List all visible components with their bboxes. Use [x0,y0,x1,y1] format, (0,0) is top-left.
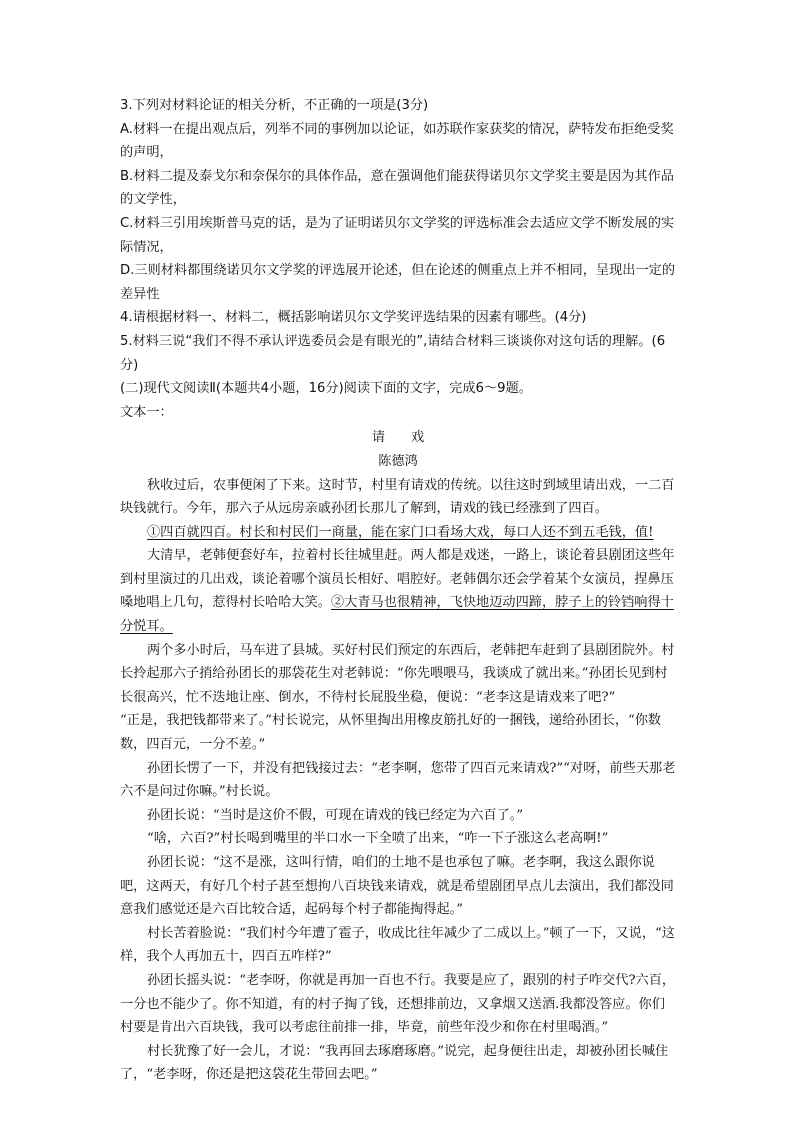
paragraph-2-underlined: ①四百就四百。村长和村民们一商量，能在家门口看场大戏，每口人还不到五毛钱，值! [147,524,654,540]
paragraph-8: “啥，六百?”村长喝到嘴里的半口水一下全喷了出来，“咋一下子涨这么老高啊!” [147,831,609,847]
paragraph-3-text: 大清早，老韩便套好车，拉着村长往城里赶。两人都是戏迷，一路上，谈论着县剧团这些年到村里演过的几出戏，谈论着哪个演员长相好、唱腔好。老韩偶尔还会学着某个女演员，捏鼻压嗓地唱上几句，惹得村长哈哈大笑。 [120,548,675,611]
story-author: 陈德鸿 [378,453,418,469]
option-b: B.材料二提及泰戈尔和奈保尔的具体作品，意在强调他们能获得诺贝尔文学奖主要是因为其作品的文学性， [120,168,674,208]
option-d: D.三则材料都围绕诺贝尔文学奖的评选展开论述，但在论述的侧重点上并不相同，呈现出一定的差异性 [120,263,676,302]
question-4: 4.请根据材料一、材料二，概括影响诺贝尔文学奖评选结果的因素有哪些。(4分) [120,310,587,326]
paragraph-4: 两个多小时后，马车进了县城。买好村民们预定的东西后，老韩把车赶到了县剧团院外。村长拎起那六子捎给孙团长的那袋花生对老韩说：“你先喂喂马，我谈成了就出来。”孙团长见到村长很高兴，忙不迭地让座、倒水，不待村长屁股坐稳，便说：“老李这是请戏来了吧?” [120,642,675,705]
question-5: 5.材料三说“我们不得不承认评选委员会是有眼光的”,请结合材料三谈谈你对这句话的理解。(6分) [120,333,666,373]
text-label: 文本一： [120,404,173,420]
document-page [120,94,676,1087]
paragraph-3 [120,544,676,638]
paragraph-5: “正是，我把钱都带来了。”村长说完，从怀里掏出用橡皮筋扎好的一捆钱，递给孙团长，“你数数，四百元，一分不差。” [120,713,662,753]
paragraph-7: 孙团长说：“当时是这价不假，可现在请戏的钱已经定为六百了。” [147,807,524,823]
paragraph-12: 村长犹豫了好一会儿，才说：“我再回去琢磨琢磨。”说完，起身便往出走，却被孙团长喊住了，“老李呀，你还是把这袋花生带回去吧。” [120,1043,669,1083]
section-heading: (二)现代文阅读Ⅱ(本题共4小题，16分)阅读下面的文字，完成6～9题。 [120,381,532,397]
question-3-stem: 3.下列对材料论证的相关分析，不正确的一项是(3分) [120,98,429,113]
paragraph-1: 秋收过后，农事便闲了下来。这时节，村里有请戏的传统。以往这时到域里请出戏，一二百块钱就行。今年，那六子从远房亲戚孙团长那儿了解到，请戏的钱已经涨到了四百。 [120,477,675,517]
option-c: C.材料三引用埃斯普马克的话，是为了证明诺贝尔文学奖的评选标准会去适应文学不断发展的实际情况， [120,215,675,255]
option-a: A.材料一在提出观点后，列举不同的事例加以论证，如苏联作家获奖的情况，萨特发布拒绝受奖的声明， [120,121,674,161]
paragraph-3-underlined: ②大青马也很精神，飞快地迈动四蹄，脖子上的铃铛响得十分悦耳。 [120,595,674,635]
paragraph-10: 村长苦着脸说：“我们村今年遭了雹子，收成比往年减少了二成以上。”顿了一下，又说，“这样，我个人再加五十，四百五咋样?” [120,925,675,965]
paragraph-11: 孙团长摇头说：“老李呀，你就是再加一百也不行。我要是应了，跟别的村子咋交代?六百，一分也不能少了。你不知道，有的村子掏了钱，还想排前边，又拿烟又送酒.我都没答应。你们村要是肯出六百块钱，我可以考虑往前排一排，毕竟，前些年没少和你在村里喝酒。” [120,972,676,1036]
story-title: 请戏 [371,430,451,446]
paragraph-6: 孙团长愣了一下，并没有把钱接过去：“老李啊，您带了四百元来请戏?”“对呀，前些天那老六不是问过你嘛。”村长说。 [120,760,676,800]
paragraph-9: 孙团长说：“这不是涨，这叫行情，咱们的土地不是也承包了嘛。老李啊，我这么跟你说吧，这两天，有好几个村子甚至想拘八百块钱来请戏，就是希望剧团早点儿去演出，我们都没同意我们感觉还是六百比较合适，起码每个村子都能掏得起。” [120,855,674,918]
